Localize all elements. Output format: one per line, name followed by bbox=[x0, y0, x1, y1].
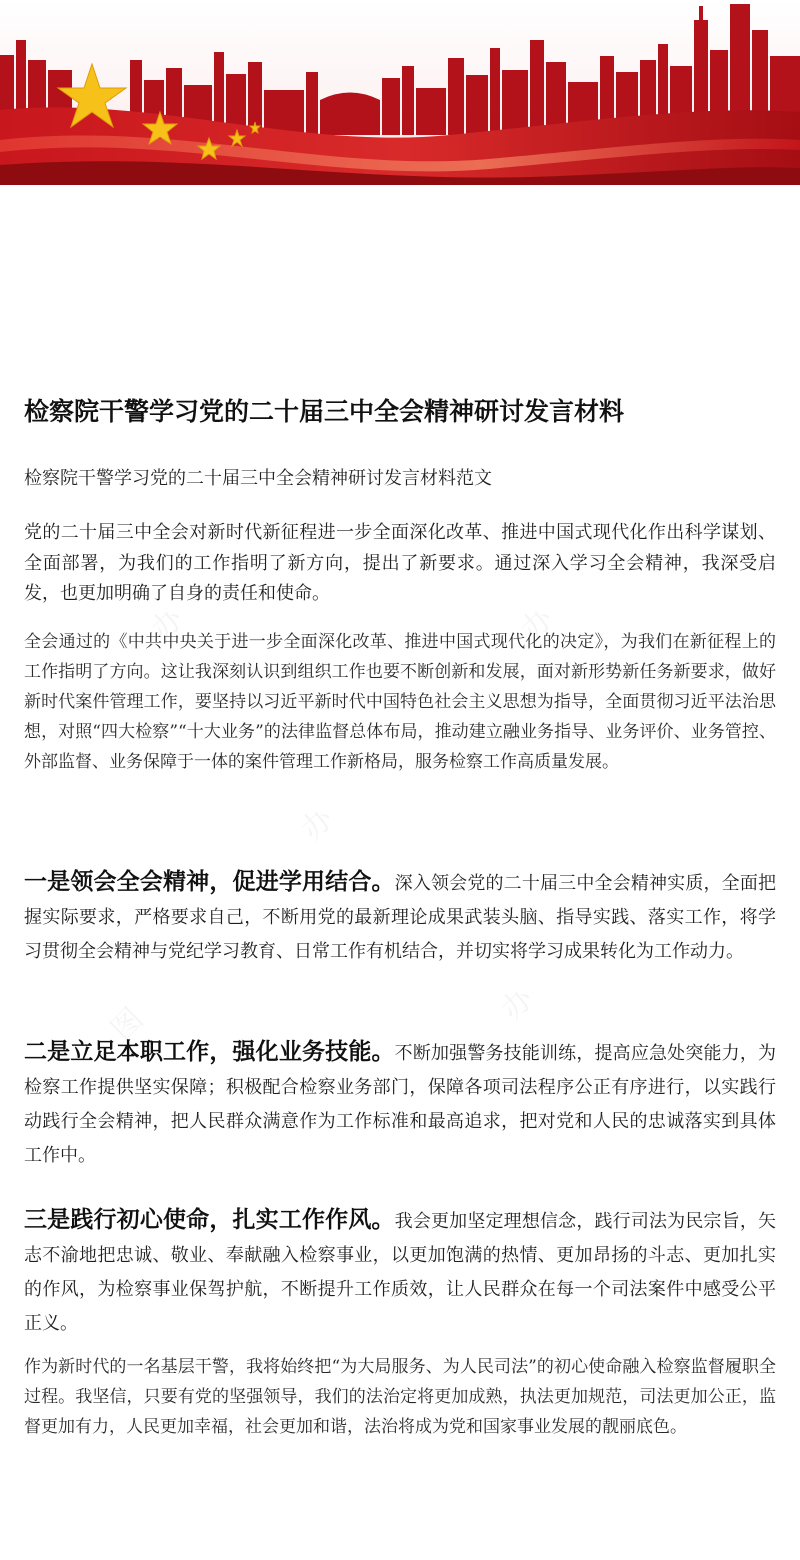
document-subtitle: 检察院干警学习党的二十届三中全会精神研讨发言材料范文 bbox=[24, 468, 492, 489]
paragraph-point-two bbox=[24, 1035, 776, 1173]
paragraph-point-one bbox=[24, 865, 776, 969]
paragraph-text: 不断加强警务技能训练，提高应急处突能力，为检察工作提供坚实保障；积极配合检察业务部门，保障各项司法程序公正有序进行，以实践行动践行全会精神，把人民群众满意作为工作标准和最高追求，把对党和人民的忠诚落实到具体工作中。 bbox=[24, 1043, 777, 1166]
document-title: 检察院干警学习党的二十届三中全会精神研讨发言材料 bbox=[24, 397, 625, 426]
paragraph-conclusion bbox=[24, 1352, 776, 1442]
point-heading: 二是立足本职工作，强化业务技能。 bbox=[24, 1039, 395, 1065]
paragraph-intro bbox=[24, 518, 776, 610]
paragraph-point-three bbox=[24, 1203, 776, 1341]
paragraph-decision bbox=[24, 627, 776, 777]
watermark bbox=[289, 796, 341, 848]
paragraph-text: 全会通过的《中共中央关于进一步全面深化改革、推进中国式现代化的决定》，为我们在新征程上的工作指明了方向。这让我深刻认识到组织工作也要不断创新和发展，面对新形势新任务新要求，做好新时代案件管理工作，要坚持以习近平新时代中国特色社会主义思想为指导，全面贯彻习近平法治思想，对照“四大检察”“十大业务”的法律监督总体布局，推动建立融业务指导、业务评价、业务管控、外部监督、业务保障于一体的案件管理工作新格局，服务检察工作高质量发展。 bbox=[24, 632, 776, 772]
header-banner bbox=[0, 0, 800, 185]
paragraph-text: 我会更加坚定理想信念，践行司法为民宗旨，矢志不渝地把忠诚、敬业、奉献融入检察事业，以更加饱满的热情、更加昂扬的斗志、更加扎实的作风，为检察事业保驾护航，不断提升工作质效，让人民群众在每一个司法案件中感受公平正义。 bbox=[24, 1211, 777, 1334]
point-heading: 三是践行初心使命，扎实工作作风。 bbox=[24, 1207, 395, 1233]
watermark bbox=[489, 976, 541, 1028]
paragraph-text: 深入领会党的二十届三中全会精神实质，全面把握实际要求，严格要求自己，不断用党的最新理论成果武装头脑、指导实践、落实工作，将学习贯彻全会精神与党纪学习教育、日常工作有机结合，并切实将学习成果转化为工作动力。 bbox=[24, 873, 777, 962]
paragraph-text: 党的二十届三中全会对新时代新征程进一步全面深化改革、推进中国式现代化作出科学谋划、全面部署，为我们的工作指明了新方向，提出了新要求。通过深入学习全会精神，我深受启发，也更加明确了自身的责任和使命。 bbox=[24, 522, 776, 604]
banner-artwork bbox=[0, 0, 800, 185]
paragraph-text: 作为新时代的一名基层干警，我将始终把“为大局服务、为人民司法”的初心使命融入检察监督履职全过程。我坚信，只要有党的坚强领导，我们的法治定将更加成熟，执法更加规范，司法更加公正，监督更加有力，人民更加幸福，社会更加和谐，法治将成为党和国家事业发展的靓丽底色。 bbox=[24, 1357, 776, 1437]
point-heading: 一是领会全会精神，促进学用结合。 bbox=[24, 869, 395, 895]
